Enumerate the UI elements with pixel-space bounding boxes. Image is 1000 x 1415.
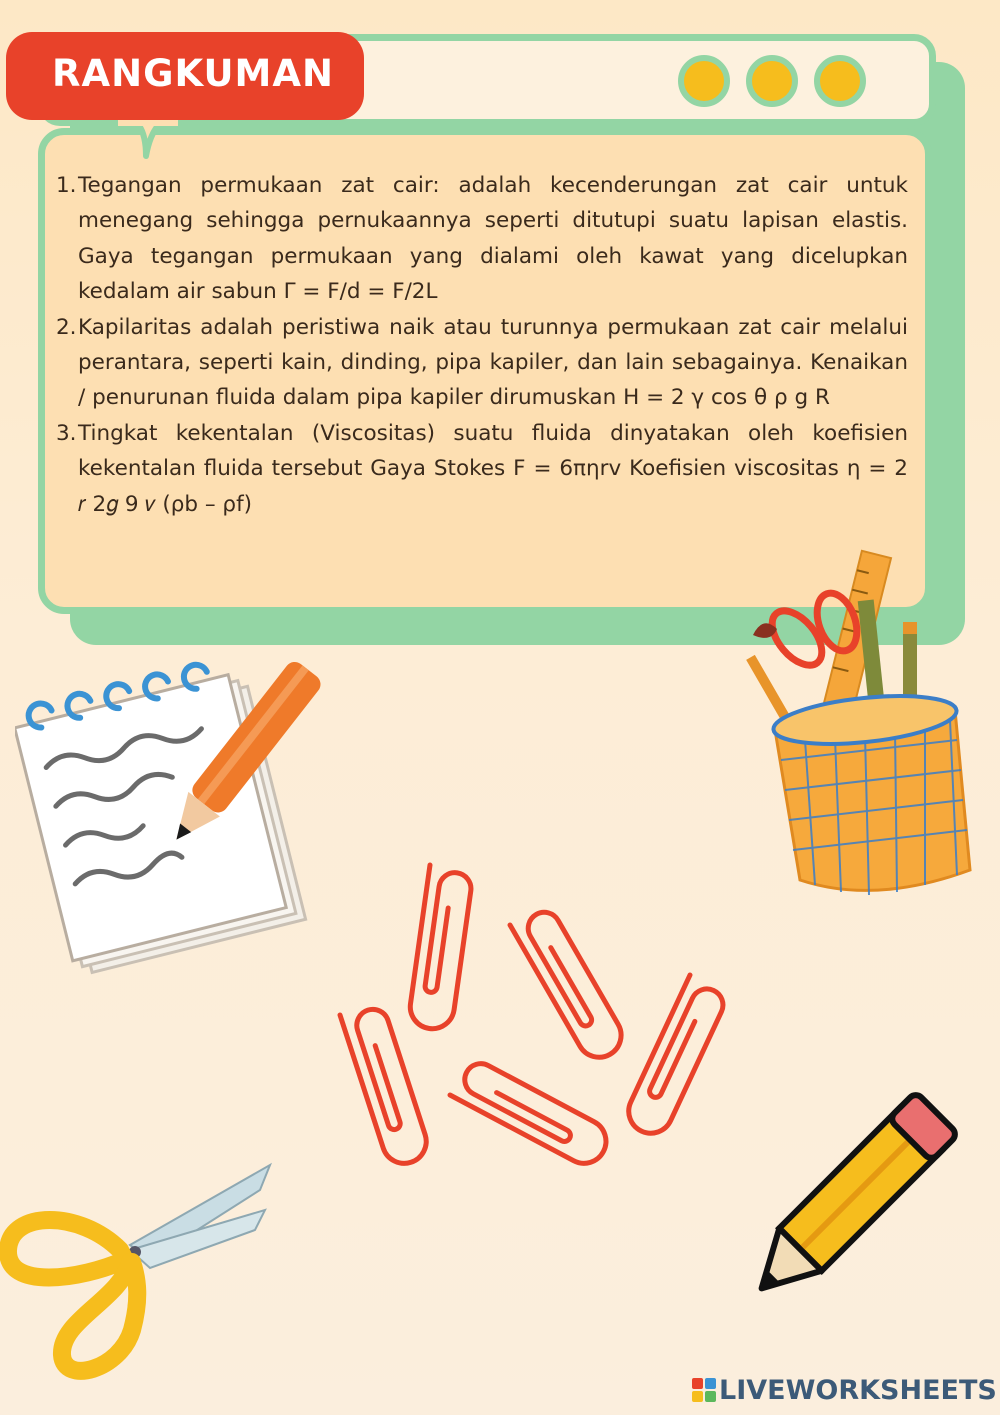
brand-watermark: [692, 1370, 997, 1410]
list-item: [56, 168, 908, 310]
pencil-cup-icon: [745, 540, 985, 900]
list-item: [56, 416, 908, 522]
list-item-text: Tingkat kekentalan (Viscositas) suatu fluida dinyatakan oleh koefisien kekentalan fluida tersebut Gaya Stokes F = 6πηrv Koefisien viscositas η = 2 𝑟 2𝑔 9 𝑣 (ρb – ρf): [78, 420, 908, 517]
window-dot-1: [678, 55, 730, 107]
list-item-number: 3.: [56, 420, 77, 446]
window-dot-2: [746, 55, 798, 107]
list-item-text: Tegangan permukaan zat cair: adalah kecenderungan zat cair untuk menegang sehingga pernukaannya seperti ditutupi suatu lapisan elastis. Gaya tegangan permukaan yang dialami oleh kawat yang dicelupkan kedalam air sabun Γ = F/d = F/2L: [78, 173, 908, 305]
list-item-number: 2.: [56, 314, 77, 340]
page-title: RANGKUMAN: [52, 52, 334, 95]
brand-text: LIVEWORKSHEETS: [719, 1374, 997, 1406]
notepad-pencil-icon: [15, 640, 325, 980]
scissors-icon: [0, 1150, 280, 1380]
list-item-text: Kapilaritas adalah peristiwa naik atau turunnya permukaan zat cair melalui perantara, seperti kain, dinding, pipa kapiler, dan lain sebagainya. Kenaikan / penurunan fluida dalam pipa kapiler dirumuskan H = 2 γ cos θ ρ g R: [78, 314, 908, 411]
list-item-number: 1.: [56, 173, 77, 198]
pencil-icon: [720, 1075, 980, 1325]
paperclips-icon: [320, 845, 740, 1195]
list-item: [56, 310, 908, 416]
summary-list: [56, 168, 908, 522]
window-dot-3: [814, 55, 866, 107]
brand-logo-icon: [692, 1378, 716, 1402]
